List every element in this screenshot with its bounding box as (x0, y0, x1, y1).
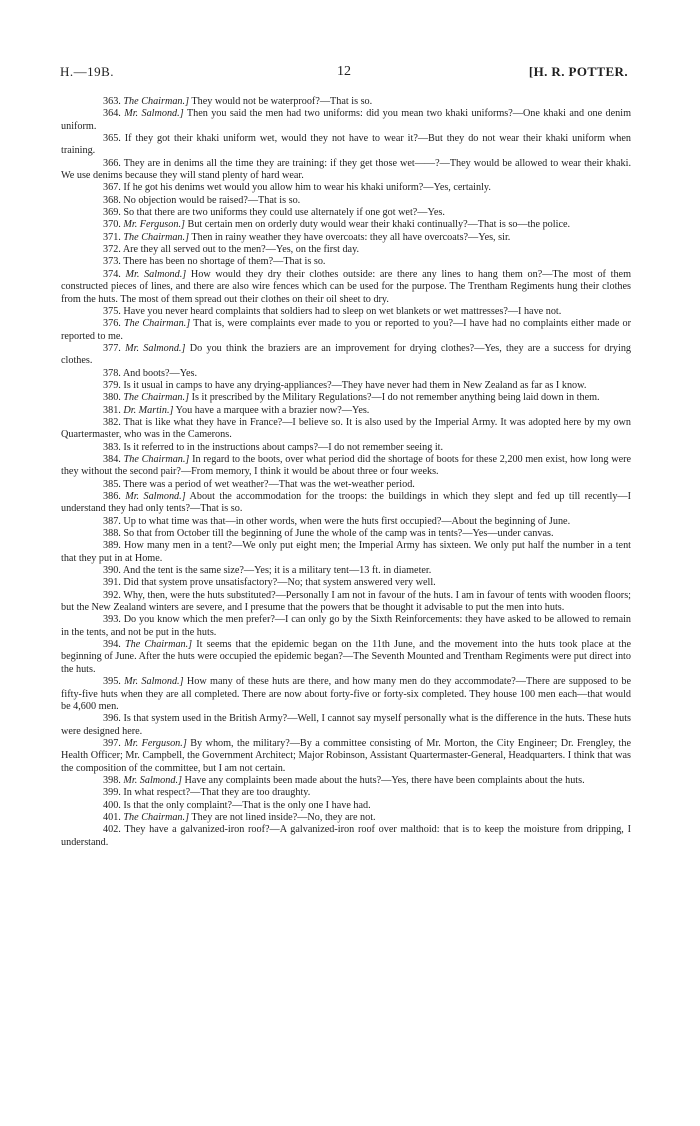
question-number: 399. (103, 787, 121, 799)
paragraph-text: In what respect?—That they are too draughty. (123, 787, 311, 799)
paragraph-text: If he got his denims wet would you allow him to wear his khaki uniform?—Yes, certainly. (123, 182, 491, 194)
paragraph-text: Up to what time was that—in other words, when were the huts first occupied?—About the beginning of June. (123, 515, 571, 527)
testimony-paragraph (61, 207, 631, 219)
question-number: 401. (103, 811, 121, 823)
paragraph-text: They would not be waterproof?—That is so. (189, 96, 373, 107)
testimony-paragraph (61, 479, 631, 491)
speaker-name: Mr. Ferguson.] (123, 219, 185, 231)
testimony-paragraph (61, 256, 631, 268)
speaker-name: Dr. Martin.] (123, 404, 174, 416)
paragraph-text: There was a period of wet weather?—That was the wet-weather period. (123, 478, 415, 490)
paragraph-text: Is that the only complaint?—That is the only one I have had. (123, 799, 371, 811)
speaker-name: The Chairman.] (124, 639, 193, 651)
speaker-name: The Chairman.] (123, 811, 190, 823)
question-number: 366. (103, 157, 121, 169)
testimony-paragraph (61, 405, 631, 417)
question-number: 369. (103, 207, 121, 219)
testimony-paragraph (61, 417, 631, 442)
question-number: 382. (103, 416, 121, 428)
question-number: 387. (103, 515, 121, 527)
paragraph-text: Then you said the men had two uniforms: did you mean two khaki uniforms?—One khaki and one denim uniform. (61, 108, 632, 132)
speaker-name: Mr. Salmond.] (124, 108, 184, 120)
question-number: 398. (103, 774, 121, 786)
testimony-paragraph (61, 491, 631, 516)
question-number: 363. (103, 96, 121, 107)
testimony-paragraph (61, 528, 631, 540)
paragraph-text: So that from October till the beginning of June the whole of the camp was in tents?—Yes—under canvas. (123, 528, 554, 540)
question-number: 386. (103, 491, 121, 502)
question-number: 391. (103, 577, 121, 589)
testimony-paragraph (61, 454, 631, 479)
testimony-paragraph (61, 343, 631, 368)
paragraph-text: They are in denims all the time they are training: if they get those wet——?—They would be allowed to wear their khaki. We use denims because they will stand plenty of hard wear. (61, 157, 631, 182)
question-number: 371. (103, 231, 121, 243)
witness-name: [H. R. POTTER. (528, 64, 628, 79)
paragraph-text: In regard to the boots, over what period did the shortage of boots for these 2,200 men exist, how long were they without the second pair?—From memory, I think it would be about three or four weeks. (61, 453, 632, 478)
question-number: 378. (103, 367, 121, 379)
question-number: 384. (103, 453, 121, 465)
speaker-name: Mr. Salmond.] (124, 676, 184, 688)
paragraph-text: How would they dry their clothes outside: are there any lines to hang them on?—The most of them constructed pieces of lines, and there are also wire fences which can be used for the purpose. The Trentham Regiments hung their clothes from the huts. The most of them spread out their clothes on their oil sheet to dry. (61, 268, 631, 305)
testimony-paragraph (61, 540, 631, 565)
testimony-paragraph (61, 244, 631, 256)
paragraph-text: Why, then, were the huts substituted?—Personally I am not in favour of the huts. I am in favour of tents with wooden floors; but the New Zealand winters are severe, and I presume that the powers that be thought it advisable to put the men into huts. (61, 589, 631, 614)
question-number: 392. (103, 589, 121, 601)
paragraph-text: Have any complaints been made about the huts?—Yes, there have been complaints about the huts. (181, 774, 585, 786)
testimony-paragraph (61, 775, 631, 787)
testimony-paragraph (61, 182, 631, 194)
question-number: 367. (103, 182, 121, 194)
paragraph-text: Are they all served out to the men?—Yes, on the first day. (122, 244, 360, 256)
question-number: 377. (103, 342, 121, 354)
speaker-name: Mr. Salmond.] (125, 268, 187, 280)
question-number: 390. (103, 565, 121, 577)
question-number: 385. (103, 478, 121, 490)
testimony-paragraph (61, 269, 631, 306)
question-number: 389. (103, 540, 121, 552)
paragraph-text: So that there are two uniforms they could use alternately if one got wet?—Yes. (123, 207, 445, 219)
testimony-paragraph (61, 565, 631, 577)
paragraph-text: Is it prescribed by the Military Regulations?—I do not remember anything being laid down in them. (189, 392, 600, 404)
paragraph-text: Did that system prove unsatisfactory?—No; that system answered very well. (123, 577, 436, 589)
question-number: 402. (103, 824, 121, 836)
testimony-paragraph (61, 306, 631, 318)
testimony-paragraph (61, 577, 631, 589)
speaker-name: The Chairman.] (123, 453, 190, 465)
paragraph-text: It seems that the epidemic began on the 11th June, and the movement into the huts took place at the beginning of June. After the huts were occupied the epidemic began?—The Seventh Mounted and Trentham Regiments were put direct into the huts. (61, 639, 631, 675)
page-number: 12 (337, 64, 351, 79)
paragraph-text: No objection would be raised?—That is so. (123, 194, 301, 206)
paragraph-text: Do you know which the men prefer?—I can only go by the Sixth Reinforcements: they have asked to be allowed to remain in the tents, and not be put in the huts. (61, 614, 632, 638)
question-number: 374. (103, 268, 121, 280)
paragraph-text: How many men in a tent?—We only put eight men; the Imperial Army has sixteen. We only put half the number in a tent that they put in at Home. (61, 540, 631, 564)
speaker-name: Mr. Salmond.] (123, 774, 182, 786)
speaker-name: The Chairman.] (123, 392, 190, 404)
question-number: 375. (103, 305, 121, 317)
speaker-name: The Chairman.] (123, 318, 191, 330)
testimony-paragraph (61, 442, 631, 454)
paragraph-text: Is it referred to in the instructions about camps?—I do not remember seeing it. (123, 441, 444, 453)
testimony-paragraph (61, 108, 631, 133)
paragraph-text: How many of these huts are there, and how many men do they accommodate?—There are supposed to be fifty-five huts when they are all completed. There are now about forty-five or forty-six completed. They house 100 men each—that would be 4,600 men. (61, 676, 632, 712)
paragraph-text: But certain men on orderly duty would wear their khaki continually?—That is so—the police. (184, 219, 571, 231)
testimony-paragraph (61, 639, 631, 676)
testimony-paragraph (61, 232, 631, 244)
question-number: 396. (103, 713, 121, 725)
testimony-paragraph (61, 713, 631, 738)
testimony-paragraph (61, 96, 631, 108)
question-number: 393. (103, 614, 121, 626)
paragraph-text: And the tent is the same size?—Yes; it is a military tent—13 ft. in diameter. (122, 565, 432, 577)
question-number: 395. (103, 676, 121, 688)
question-number: 397. (103, 737, 121, 749)
speaker-name: Mr. Salmond.] (125, 342, 186, 354)
question-number: 380. (103, 392, 121, 404)
question-number: 368. (103, 194, 121, 206)
speaker-name: Mr. Ferguson.] (124, 737, 187, 749)
paragraph-text: That is, were complaints ever made to you or reported to you?—I have had no complaints either made or reported to me. (61, 318, 631, 342)
testimony-paragraph (61, 614, 631, 639)
question-number: 400. (103, 799, 121, 811)
testimony-paragraph (61, 133, 631, 158)
speaker-name: The Chairman.] (123, 96, 190, 107)
paragraph-text: By whom, the military?—By a committee consisting of Mr. Morton, the City Engineer; Dr. Frengley, the Health Officer; Mr. Campbell, the Government Architect; Major Robinson, Assistant Quartermaster-General, Headquarters. I think that was the composition of the committee, but I am not certain. (61, 737, 631, 774)
paragraph-text: Have you never heard complaints that soldiers had to sleep on wet blankets or wet mattresses?—I have not. (123, 305, 562, 317)
testimony-paragraph (61, 676, 631, 713)
testimony-paragraph (61, 800, 631, 812)
speaker-name: Mr. Salmond.] (125, 491, 186, 502)
paragraph-text: Is that system used in the British Army?—Well, I cannot say myself personally what is the difference in the huts. These huts were designed here. (61, 713, 631, 737)
paragraph-text: You have a marquee with a brazier now?—Yes. (173, 404, 370, 416)
paragraph-text: There has been no shortage of them?—That is so. (123, 256, 326, 268)
testimony-paragraph (61, 787, 631, 799)
paragraph-text: Then in rainy weather they have overcoats: they all have overcoats?—Yes, sir. (189, 231, 511, 243)
question-number: 379. (103, 379, 121, 391)
question-number: 373. (103, 256, 121, 268)
paragraph-text: And boots?—Yes. (122, 367, 198, 379)
paper-reference: H.—19B. (60, 64, 115, 79)
testimony-paragraph (61, 368, 631, 380)
testimony-paragraph (61, 590, 631, 615)
paragraph-text: About the accommodation for the troops: the buildings in which they slept and fed up till recently—I understand they had only tents?—That is so. (61, 491, 632, 515)
question-number: 383. (103, 441, 121, 453)
question-number: 394. (103, 639, 121, 651)
page-header (60, 64, 628, 82)
paragraph-text: That is like what they have in France?—I believe so. It is also used by the Imperial Army. It was adopted here by my own Quartermaster, who was in the Camerons. (61, 416, 631, 441)
question-number: 364. (103, 108, 121, 120)
paragraph-text: They have a galvanized-iron roof?—A galvanized-iron roof over malthoid: that is to keep the moisture from dripping, I understand. (61, 824, 631, 848)
testimony-body (61, 96, 631, 849)
question-number: 381. (103, 404, 121, 416)
testimony-paragraph (61, 392, 631, 404)
testimony-paragraph (61, 219, 631, 231)
paragraph-text: If they got their khaki uniform wet, would they not have to wear it?—But they do not wear their khaki uniform when training. (61, 133, 632, 157)
paragraph-text: Is it usual in camps to have any drying-appliances?—They have never had them in New Zealand as far as I know. (123, 379, 587, 391)
question-number: 372. (103, 244, 121, 256)
question-number: 370. (103, 219, 121, 231)
testimony-paragraph (61, 380, 631, 392)
testimony-paragraph (61, 516, 631, 528)
testimony-paragraph (61, 738, 631, 775)
question-number: 376. (103, 318, 121, 330)
testimony-paragraph (61, 824, 631, 849)
paragraph-text: Do you think the braziers are an improvement for drying clothes?—Yes, they are a success for drying clothes. (61, 342, 632, 367)
paragraph-text: They are not lined inside?—No, they are not. (189, 811, 376, 823)
testimony-paragraph (61, 195, 631, 207)
question-number: 388. (103, 528, 121, 540)
testimony-paragraph (61, 812, 631, 824)
question-number: 365. (103, 133, 121, 145)
speaker-name: The Chairman.] (123, 231, 190, 243)
testimony-paragraph (61, 158, 631, 183)
testimony-paragraph (61, 318, 631, 343)
